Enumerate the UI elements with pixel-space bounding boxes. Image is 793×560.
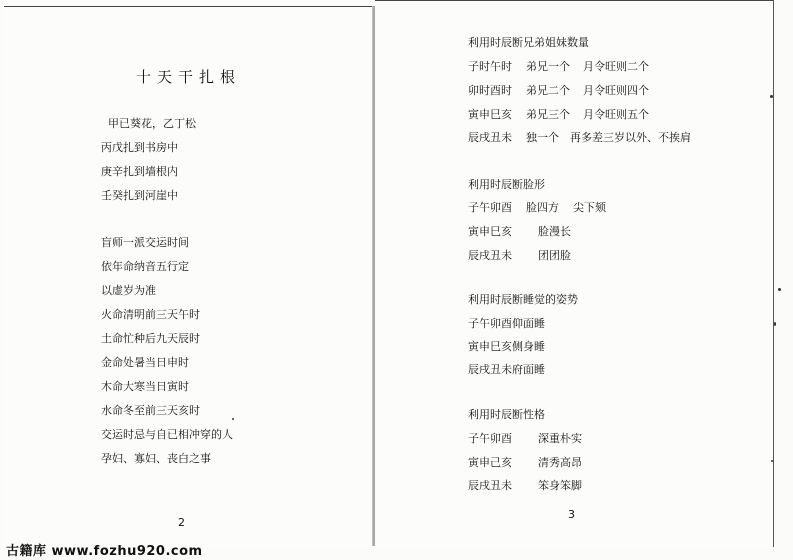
cell: 月令旺则二个	[583, 60, 649, 73]
cell: 辰戌丑未	[468, 479, 512, 492]
watermark: 古籍库 www.fozhu920.com	[6, 544, 203, 559]
text-line: 金命处暑当日申时	[101, 356, 189, 369]
text-line: 丙戊扎到书房中	[101, 141, 178, 154]
text-line: 交运时忌与自已相冲穿的人	[101, 428, 233, 441]
section-heading: 利用时辰断兄弟姐妹数量	[468, 36, 589, 49]
scan-speck	[771, 460, 773, 462]
text-line: 甲已葵花，乙丁松	[108, 117, 196, 130]
cell: 脸漫长	[538, 225, 571, 238]
cell: 弟兄一个	[526, 60, 570, 73]
cell: 辰戌丑未	[468, 131, 512, 144]
cell: 弟兄三个	[526, 108, 570, 121]
cell: 深重朴实	[538, 432, 582, 445]
text-line: 壬癸扎到河崖中	[101, 189, 178, 202]
text-line: 庚辛扎到墙根内	[101, 165, 178, 178]
text-line: 盲师一派交运时间	[101, 236, 189, 249]
cell: 独一个	[526, 131, 559, 144]
cell: 清秀高昂	[538, 456, 582, 469]
text-line: 水命冬至前三天亥时	[101, 404, 200, 417]
cell: 寅申巳亥侧身睡	[468, 340, 545, 353]
text-line: 火命清明前三天午时	[101, 308, 200, 321]
text-line: 孕妇、寡妇、丧白之事	[101, 452, 211, 465]
cell: 辰戌丑未府面睡	[468, 363, 545, 376]
cell: 子午卯酉仰面睡	[468, 317, 545, 330]
cell: 月令旺则五个	[583, 108, 649, 121]
scan-speck	[778, 288, 781, 291]
page-number: 2	[178, 516, 185, 529]
cell: 卯时酉时	[468, 84, 512, 97]
section-heading: 利用时辰断睡觉的姿势	[468, 293, 578, 306]
cell: 团团脸	[538, 249, 571, 262]
cell: 子午卯酉	[468, 201, 512, 214]
section-heading: 利用时辰断脸形	[468, 178, 545, 191]
cell: 寅申己亥	[468, 456, 512, 469]
scan-speck	[774, 322, 776, 326]
cell: 寅申巳亥	[468, 225, 512, 238]
scan-speck	[770, 95, 773, 98]
cell: 子午卯酉	[468, 432, 512, 445]
cell: 笨身笨脚	[538, 479, 582, 492]
cell: 再多差三岁以外、不挨肩	[570, 131, 691, 144]
cell: 辰戌丑未	[468, 249, 512, 262]
cell: 弟兄二个	[526, 84, 570, 97]
scan-speck	[232, 418, 234, 420]
cell: 寅申巳亥	[468, 108, 512, 121]
text-line: 土命忙种后九天辰时	[101, 332, 200, 345]
text-line: 依年命纳音五行定	[101, 260, 189, 273]
cell: 月令旺则四个	[583, 84, 649, 97]
cell: 子时午时	[468, 60, 512, 73]
page-title: 十天干扎根	[136, 68, 242, 86]
cell: 脸四方	[526, 201, 559, 214]
cell: 尖下颏	[573, 201, 606, 214]
text-line: 以虚岁为准	[101, 284, 156, 297]
text-line: 木命大寒当日寅时	[101, 380, 189, 393]
section-heading: 利用时辰断性格	[468, 408, 545, 421]
page-number: 3	[568, 508, 575, 521]
